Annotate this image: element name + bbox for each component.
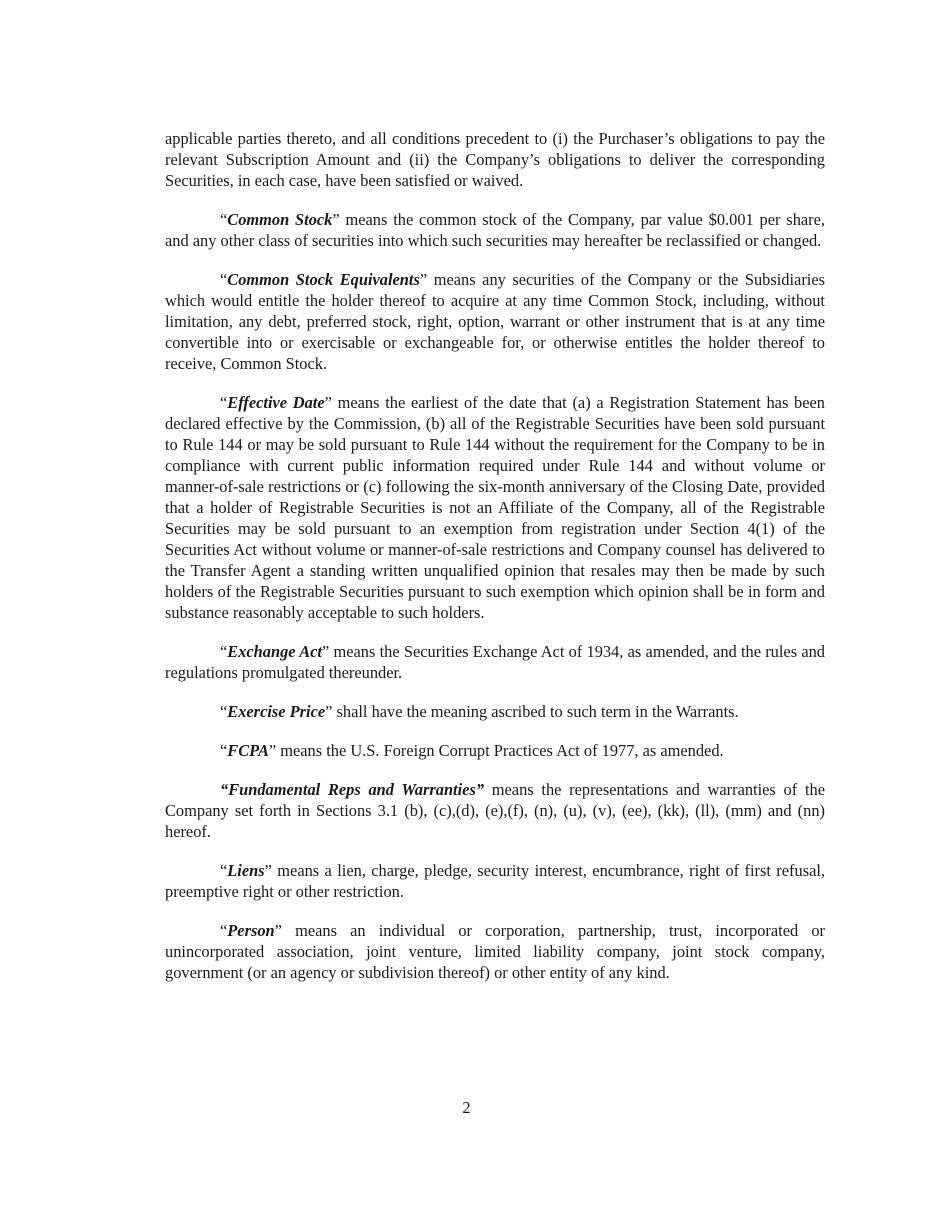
close-quote: ” (321, 642, 330, 661)
definition-exercise-price (165, 701, 825, 722)
close-quote: ” (332, 210, 340, 229)
definition-fundamental-reps (165, 779, 825, 842)
defined-term: Common Stock (227, 210, 333, 229)
close-quote: ” (268, 741, 277, 760)
definition-text: means the earliest of the date that (a) a Registration Statement has been declared effective by the Commission, (b) all of the Registrable Securities have been sold pursuant to Rule 144 or may be sold pursuant to Rule 144 without the requirement for the Company to be in compliance with current public information required under Rule 144 and without volume or manner-of-sale restrictions or (c) following the six-month anniversary of the Closing Date, provided that a holder of Registrable Securities is not an Affiliate of the Company, all of the Registrable Securities may be sold pursuant to an exemption from registration under Section 4(1) of the Securities Act without volume or manner-of-sale restrictions and Company counsel has delivered to the Transfer Agent a standing written unqualified opinion that resales may then be made by such holders of the Registrable Securities pursuant to such exemption which opinion shall be in form and substance reasonably acceptable to such holders. (165, 393, 825, 622)
defined-term: Liens (227, 861, 265, 880)
close-quote: ” (264, 861, 272, 880)
close-quote: ” (325, 702, 333, 721)
intro-paragraph: applicable parties thereto, and all conditions precedent to (i) the Purchaser’s obligations to pay the relevant Subscription Amount and (ii) the Company’s obligations to deliver the corresponding Securities, in each case, have been satisfied or waived. (165, 129, 825, 190)
open-quote: “ (220, 270, 228, 289)
defined-term: “Fundamental Reps and Warranties” (220, 780, 485, 799)
definition-person (165, 920, 825, 983)
definition-text: means the representations and warranties of the Company set forth in Sections 3.1 (b), (c),(d), (e),(f), (n), (u), (v), (ee), (kk), (ll), (mm) and (nn) hereof. (165, 780, 825, 841)
defined-term: Person (227, 921, 275, 940)
definition-text: means any securities of the Company or the Subsidiaries which would entitle the holder thereof to acquire at any time Common Stock, including, without limitation, any debt, preferred stock, right, option, warrant or other instrument that is at any time convertible into or exercisable or exchangeable for, or otherwise entitles the holder thereof to receive, Common Stock. (165, 270, 825, 373)
definition-text: means the common stock of the Company, par value $0.001 per share, and any other class of securities into which such securities may hereafter be reclassified or changed. (165, 210, 825, 250)
definition-common-stock-equivalents (165, 269, 825, 374)
open-quote: “ (220, 702, 228, 721)
open-quote: “ (220, 642, 228, 661)
close-quote: ” (324, 393, 332, 412)
definition-exchange-act (165, 641, 825, 683)
definition-fcpa (165, 740, 825, 761)
definition-liens (165, 860, 825, 902)
definition-common-stock (165, 209, 825, 251)
definition-text: means an individual or corporation, partnership, trust, incorporated or unincorporated association, joint venture, limited liability company, joint stock company, government (or an agency or subdivision thereof) or other entity of any kind. (165, 921, 825, 982)
close-quote: ” (274, 921, 282, 940)
open-quote: “ (220, 210, 228, 229)
defined-term: Effective Date (227, 393, 325, 412)
open-quote: “ (220, 741, 228, 760)
definition-text: shall have the meaning ascribed to such term in the Warrants. (332, 702, 739, 721)
defined-term: Exercise Price (227, 702, 326, 721)
page-number: 2 (462, 1098, 471, 1117)
close-quote: ” (419, 270, 428, 289)
document-page (165, 128, 825, 1001)
open-quote: “ (220, 861, 228, 880)
defined-term: FCPA (227, 741, 269, 760)
defined-term: Exchange Act (227, 642, 322, 661)
definition-effective-date (165, 392, 825, 623)
definition-text: means the Securities Exchange Act of 1934, as amended, and the rules and regulations promulgated thereunder. (165, 642, 825, 682)
defined-term: Common Stock Equivalents (227, 270, 420, 289)
definition-text: means a lien, charge, pledge, security interest, encumbrance, right of first refusal, preemptive right or other restriction. (165, 861, 825, 901)
open-quote: “ (220, 393, 228, 412)
open-quote: “ (220, 921, 228, 940)
definition-text: means the U.S. Foreign Corrupt Practices Act of 1977, as amended. (276, 741, 724, 760)
